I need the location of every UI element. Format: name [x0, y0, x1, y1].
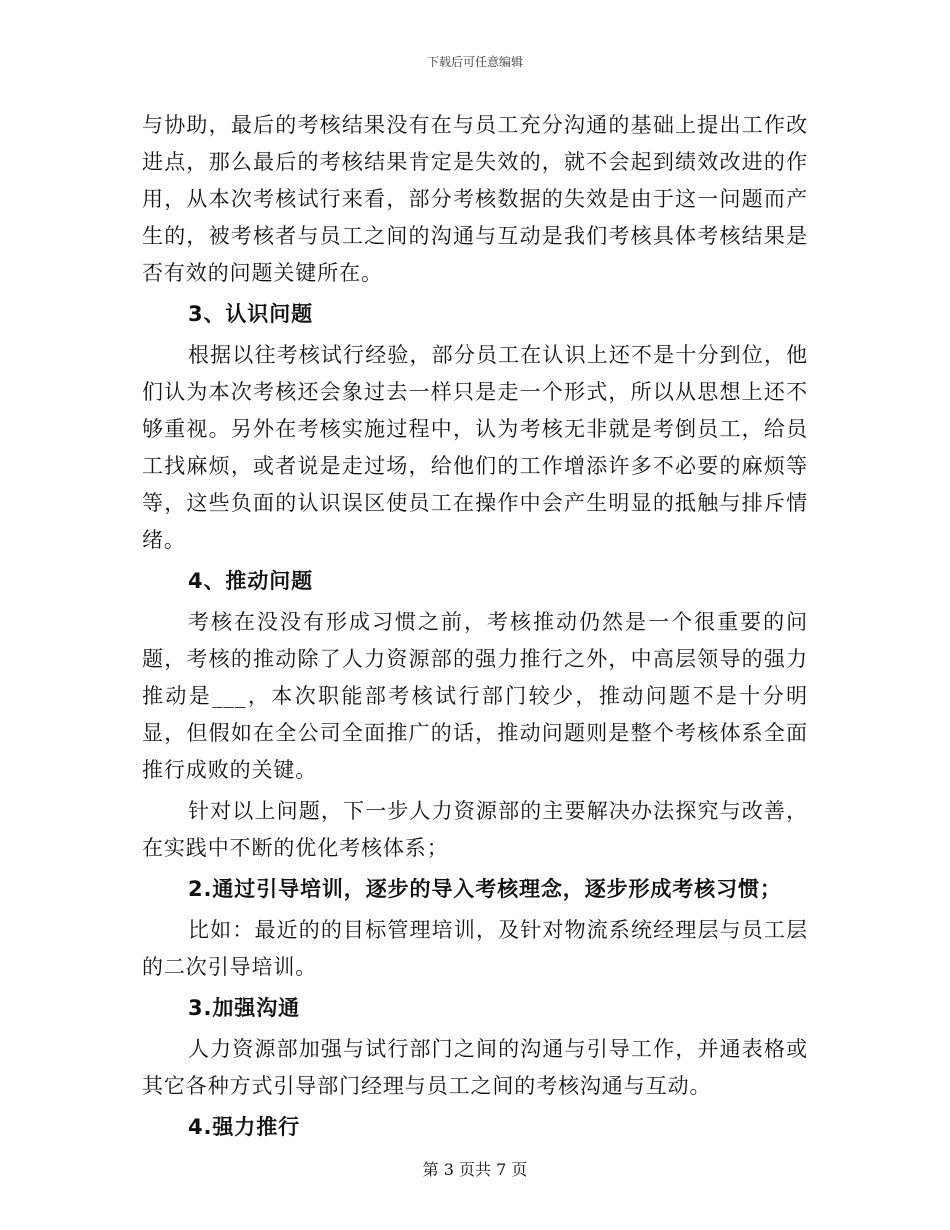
page-number: 第 3 页共 7 页 — [422, 1160, 528, 1179]
paragraph-communication-plan: 人力资源部加强与试行部门之间的沟通与引导工作，并通表格或其它各种方式引导部门经理与员工之间的考核沟通与互动。 — [142, 1037, 808, 1098]
paragraph-solutions-intro: 针对以上问题，下一步人力资源部的主要解决办法探究与改善，在实践中不断的优化考核体系； — [142, 799, 808, 860]
paragraph-communication: 与协助，最后的考核结果没有在与员工充分沟通的基础上提出工作改进点，那么最后的考核结果肯定是失效的，就不会起到绩效改进的作用，从本次考核试行来看，部分考核数据的失效是由于这一问题而产生的，被考核者与员工之间的沟通与互动是我们考核具体考核结果是否有效的问题关键所在。 — [142, 113, 808, 285]
paragraph-recognition: 根据以往考核试行经验，部分员工在认识上还不是十分到位，他们认为本次考核还会象过去一样只是走一个形式，所以从思想上还不够重视。另外在考核实施过程中，认为考核无非就是考倒员工，给员工找麻烦，或者说是走过场，给他们的工作增添许多不必要的麻烦等等，这些负面的认识误区使员工在操作中会产生明显的抵触与排斥情绪。 — [142, 343, 808, 552]
heading-guided-training: 2.通过引导培训，逐步的导入考核理念，逐步形成考核习惯； — [188, 877, 782, 901]
heading-strengthen-communication: 3.加强沟通 — [188, 996, 300, 1020]
document-body — [142, 107, 808, 1146]
heading-strong-promotion: 4.强力推行 — [188, 1115, 300, 1139]
heading-recognition-issue: 3、认识问题 — [188, 302, 314, 326]
paragraph-promotion: 考核在没没有形成习惯之前，考核推动仍然是一个很重要的问题，考核的推动除了人力资源部的强力推行之外，中高层领导的强力推动是___，本次职能部考核试行部门较少，推动问题不是十分明显，但假如在全公司全面推广的话，推动问题则是整个考核体系全面推行成败的关键。 — [142, 610, 808, 782]
paragraph-training-example: 比如：最近的的目标管理培训，及针对物流系统经理层与员工层的二次引导培训。 — [142, 918, 808, 979]
header-note: 下载后可任意编辑 — [426, 55, 523, 69]
heading-promotion-issue: 4、推动问题 — [188, 569, 314, 593]
